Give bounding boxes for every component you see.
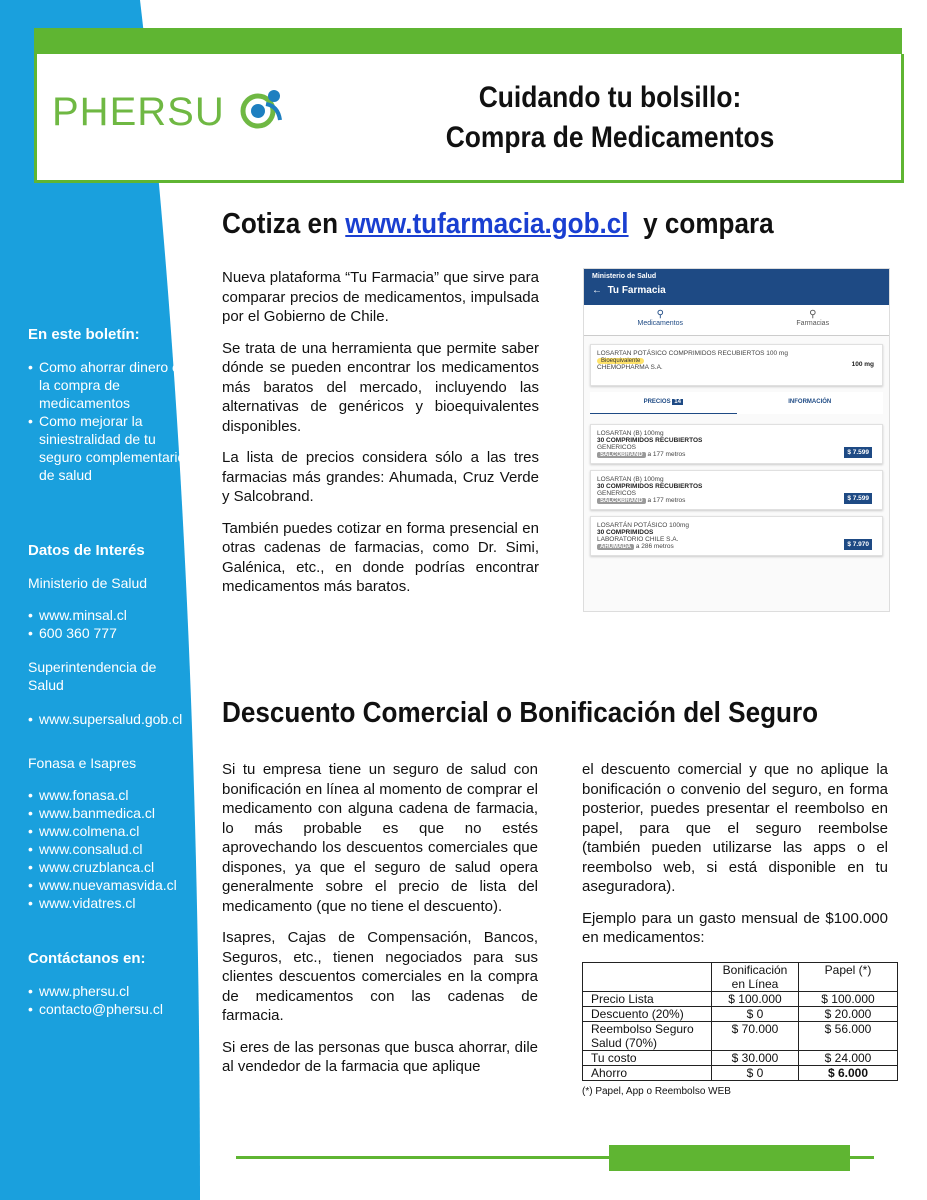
sidebar-interest	[28, 542, 188, 1018]
table-cell: $ 0	[712, 1066, 799, 1081]
contact-email-link[interactable]: • contacto@phersu.cl	[28, 1000, 188, 1018]
tab-farmacias	[737, 305, 890, 335]
section1-title-suffix: y compara	[643, 208, 774, 240]
result-name: LOSARTAN (B) 100mg	[597, 430, 664, 437]
section2-paragraph: el descuento comercial y que no aplique la bonificación o convenio del seguro, en forma posterior, puedes presentar el reembolso en papel, para que el seguro reembolse (también pueden utilizarse las apps o el reembolso web, si está disponible en tu aseguradora).	[582, 761, 888, 895]
tab-precios-label: PRECIOS	[643, 399, 671, 405]
phersu-logo-text: PHERSU	[52, 90, 225, 134]
phersu-logo-icon	[236, 88, 284, 139]
fonasa-list	[28, 786, 188, 912]
table-cell: Ahorro	[583, 1066, 712, 1081]
footer-block	[609, 1145, 850, 1171]
result-name: LOSARTÁN POTÁSICO 100mg	[597, 522, 689, 529]
table-footnote: (*) Papel, App o Reembolso WEB	[582, 1086, 731, 1097]
section1-title	[222, 208, 774, 241]
result-store: SALCOBRAND	[597, 498, 646, 504]
table-cell: $ 24.000	[799, 1051, 898, 1066]
tab-farmacias-label: Farmacias	[796, 320, 830, 327]
table-cell: $ 6.000	[799, 1066, 898, 1081]
location-pin-icon: ⚲	[809, 309, 817, 320]
result-name: LOSARTAN (B) 100mg	[597, 476, 664, 483]
table-cell: Precio Lista	[583, 992, 712, 1007]
back-arrow-icon: ←	[592, 285, 602, 296]
precios-count: 14	[674, 399, 681, 405]
fonasa-label: Fonasa e Isapres	[28, 755, 137, 771]
tab-medicamentos-label: Medicamentos	[637, 320, 684, 327]
table-cell: $ 30.000	[712, 1051, 799, 1066]
section2-paragraph: Si eres de las personas que busca ahorrar, dile al vendedor de la farmacia que aplique	[222, 1038, 538, 1075]
tufarmacia-app-screenshot	[583, 268, 890, 612]
table-row	[583, 1066, 898, 1081]
section2-paragraph: Ejemplo para un gasto mensual de $100.000 en medicamentos:	[582, 909, 888, 946]
table-row	[583, 1007, 898, 1022]
title-line-1: Cuidando tu bolsillo:	[478, 81, 742, 114]
result-price: $ 7.970	[844, 539, 872, 550]
savings-table	[582, 962, 898, 1081]
tab-informacion: INFORMACIÓN	[788, 399, 832, 405]
product-name: LOSARTAN POTÁSICO COMPRIMIDOS RECUBIERTOS 100 mg	[597, 350, 788, 357]
insurer-link[interactable]: • www.fonasa.cl	[28, 786, 188, 804]
section1-paragraph: También puedes cotizar en forma presencial en otras cadenas de farmacias, como Dr. Simi, Galénica, etc., en donde podrías encontrar medicamentos más baratos.	[222, 519, 539, 595]
table-cell: Descuento (20%)	[583, 1007, 712, 1022]
ministry-label: Ministerio de Salud	[592, 273, 657, 280]
result-type: GENERICOS	[597, 444, 637, 451]
product-lab: CHEMOPHARMA S.A.	[597, 364, 663, 371]
insurer-link[interactable]: • www.consalud.cl	[28, 840, 188, 858]
contact-website-link[interactable]: • www.phersu.cl	[28, 982, 188, 1000]
table-row	[583, 1022, 898, 1051]
result-distance: a 286 metros	[635, 543, 674, 550]
contact-list	[28, 982, 188, 1018]
insurer-link[interactable]: • www.colmena.cl	[28, 822, 188, 840]
table-row	[583, 992, 898, 1007]
table-row	[583, 1051, 898, 1066]
table-cell: $ 100.000	[799, 992, 898, 1007]
price-info-tabs	[590, 392, 883, 414]
bulletin-item: • Como mejorar la siniestralidad de tu seguro complementario de salud	[28, 412, 188, 484]
section1-title-prefix: Cotiza en	[222, 208, 346, 240]
table-cell: Reembolso Seguro Salud (70%)	[583, 1022, 712, 1051]
section2-paragraph: Si tu empresa tiene un seguro de salud con bonificación en línea al momento de comprar el medicamento con alguna cadena de farmacia, lo más probable es que no estés aprovechando los descuentos comerciales que dispones, ya que el seguro de salud opera generalmente sobre el precio de lista del medicamento (que no tiene el descuento).	[222, 761, 538, 915]
minsal-list	[28, 606, 188, 642]
price-result-card	[590, 470, 883, 510]
product-card	[590, 344, 883, 386]
bulletin-heading: En este boletín:	[28, 326, 140, 343]
result-store: AHUMADA	[597, 544, 634, 550]
contact-heading: Contáctanos en:	[28, 950, 146, 967]
result-store: SALCOBRAND	[597, 452, 646, 458]
super-list	[28, 710, 188, 728]
section2-title: Descuento Comercial o Bonificación del Seguro	[222, 697, 819, 729]
result-type: GENERICOS	[597, 490, 637, 497]
section2-right-column	[582, 760, 888, 960]
app-bar	[584, 280, 889, 296]
product-dose: 100 mg	[851, 361, 874, 368]
insurer-link[interactable]: • www.vidatres.cl	[28, 894, 188, 912]
price-result-card	[590, 424, 883, 464]
result-desc: 30 COMPRIMIDOS RECUBIERTOS	[597, 437, 703, 444]
table-cell: $ 0	[712, 1007, 799, 1022]
section1-paragraph: La lista de precios considera sólo a las tres farmacias más grandes: Ahumada, Cruz Verde y Salcobrand.	[222, 449, 539, 505]
minsal-phone: • 600 360 777	[28, 624, 188, 642]
app-title: Tu Farmacia	[607, 285, 666, 296]
result-price: $ 7.599	[844, 493, 872, 504]
bulletin-item: • Como ahorrar dinero en la compra de medicamentos	[28, 358, 188, 412]
table-cell: $ 100.000	[712, 992, 799, 1007]
result-desc: 30 COMPRIMIDOS RECUBIERTOS	[597, 483, 703, 490]
result-distance: a 177 metros	[647, 451, 686, 458]
table-cell: Tu costo	[583, 1051, 712, 1066]
minsal-link[interactable]: • www.minsal.cl	[28, 606, 188, 624]
result-price: $ 7.599	[844, 447, 872, 458]
super-link[interactable]: • www.supersalud.gob.cl	[28, 710, 188, 728]
insurer-link[interactable]: • www.banmedica.cl	[28, 804, 188, 822]
table-header-cell: Papel (*)	[799, 963, 898, 992]
insurer-link[interactable]: • www.cruzblanca.cl	[28, 858, 188, 876]
section1-body	[222, 268, 539, 609]
search-icon: ⚲	[656, 309, 664, 320]
app-tabs	[584, 305, 889, 336]
price-result-card	[590, 516, 883, 556]
bioequivalent-badge: Bioequivalente	[597, 358, 644, 364]
tufarmacia-link[interactable]: www.tufarmacia.gob.cl	[345, 208, 629, 240]
app-header	[584, 269, 889, 305]
result-distance: a 177 metros	[647, 497, 686, 504]
section1-paragraph: Nueva plataforma “Tu Farmacia” que sirve para comparar precios de medicamentos, impulsada por el Gobierno de Chile.	[222, 269, 539, 325]
super-label: Superintendencia de Salud	[28, 659, 157, 693]
table-header-cell	[583, 963, 712, 992]
tab-medicamentos	[584, 305, 737, 335]
table-header-row	[583, 963, 898, 992]
result-desc: 30 COMPRIMIDOS	[597, 529, 654, 536]
page-title	[408, 78, 813, 158]
result-type: LABORATORIO CHILE S.A.	[597, 536, 679, 543]
header-bar	[34, 28, 902, 54]
table-header-cell: Bonificación en Línea	[712, 963, 799, 992]
sidebar-bulletin	[28, 326, 188, 484]
tab-precios	[590, 392, 737, 414]
section2-left-column	[222, 760, 538, 1089]
insurer-link[interactable]: • www.nuevamasvida.cl	[28, 876, 188, 894]
title-line-2: Compra de Medicamentos	[445, 121, 775, 154]
interest-heading: Datos de Interés	[28, 542, 145, 559]
bulletin-list	[28, 358, 188, 484]
table-cell: $ 56.000	[799, 1022, 898, 1051]
table-cell: $ 70.000	[712, 1022, 799, 1051]
section1-paragraph: Se trata de una herramienta que permite saber dónde se pueden encontrar los medicamentos más baratos del mercado, incluyendo las alternativas de genéricos y bioequivalentes disponibles.	[222, 339, 539, 435]
minsal-label: Ministerio de Salud	[28, 575, 148, 591]
section2-paragraph: Isapres, Cajas de Compensación, Bancos, Seguros, etc., tienen negociados para sus clientes descuentos comerciales en la compra de medicamentos con las cadenas de farmacia.	[222, 929, 538, 1024]
table-cell: $ 20.000	[799, 1007, 898, 1022]
